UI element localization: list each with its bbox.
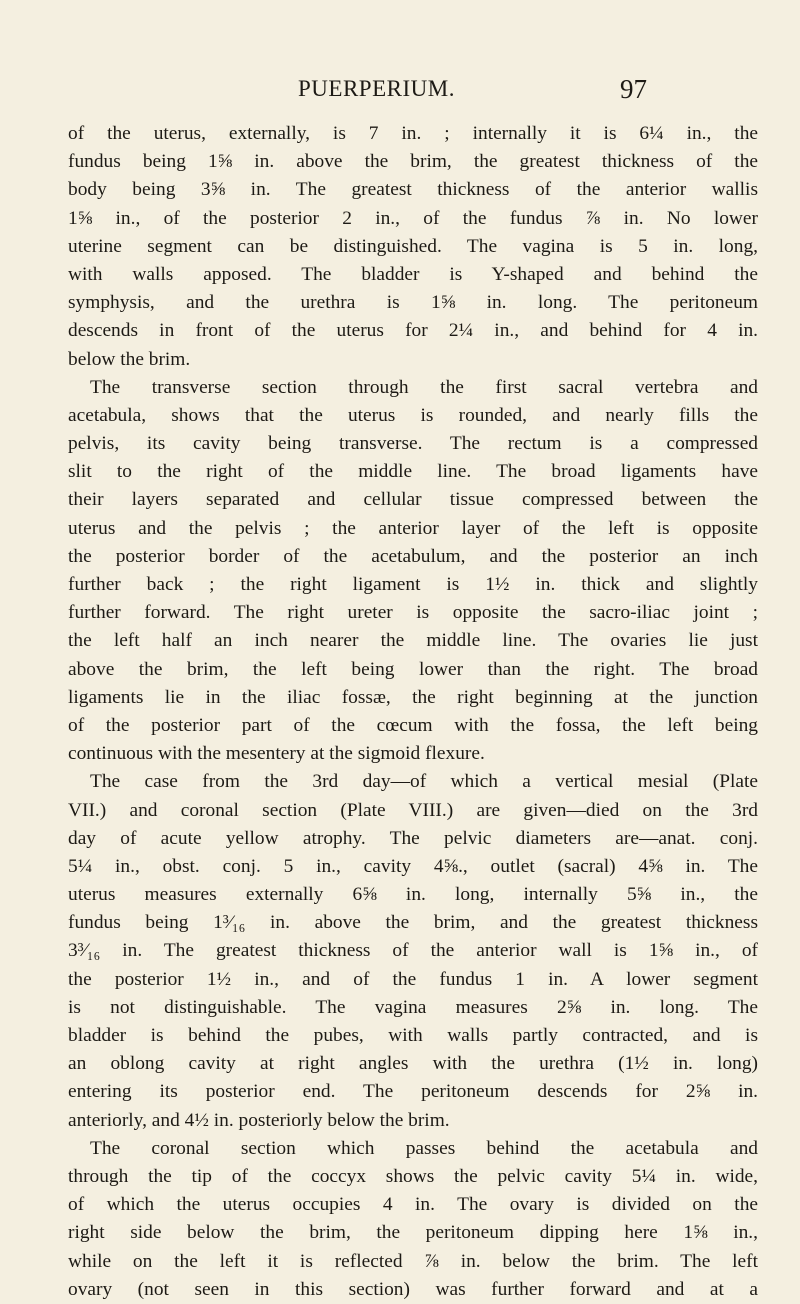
text-line: through the tip of the coccyx shows the pelvic cavity 5¼ in. wide, <box>68 1165 758 1187</box>
running-title: PUERPERIUM. <box>298 76 455 101</box>
text-line: below the brim. <box>68 348 191 370</box>
text-line: 3³⁄₁₆ in. The greatest thickness of the anterior wall is 1⅝ in., of <box>68 940 758 962</box>
page-number: 97 <box>620 74 647 104</box>
text-line: further forward. The right ureter is opposite the sacro-iliac joint ; <box>68 602 758 624</box>
text-line: descends in front of the uterus for 2¼ in., and behind for 4 in. <box>68 320 758 342</box>
text-line: day of acute yellow atrophy. The pelvic diameters are—anat. conj. <box>68 827 758 849</box>
text-line: an oblong cavity at right angles with the urethra (1½ in. long) <box>68 1053 758 1075</box>
text-line: uterine segment can be distinguished. The vagina is 5 in. long, <box>68 235 758 257</box>
text-line: their layers separated and cellular tissue compressed between the <box>68 489 758 511</box>
text-line: the left half an inch nearer the middle line. The ovaries lie just <box>68 630 758 652</box>
text-line: VII.) and coronal section (Plate VIII.) are given—died on the 3rd <box>68 799 758 821</box>
text-line: above the brim, the left being lower than the right. The broad <box>68 658 758 680</box>
text-line: continuous with the mesentery at the sigmoid flexure. <box>68 743 485 765</box>
text-line: of the posterior part of the cœcum with the fossa, the left being <box>68 714 758 736</box>
text-line: 5¼ in., obst. conj. 5 in., cavity 4⅝., outlet (sacral) 4⅝ in. The <box>68 855 758 877</box>
text-line: entering its posterior end. The peritoneum descends for 2⅝ in. <box>68 1081 758 1103</box>
text-line: slit to the right of the middle line. The broad ligaments have <box>68 461 758 483</box>
text-line: the posterior 1½ in., and of the fundus 1 in. A lower segment <box>68 968 758 990</box>
paragraph-start-line: The case from the 3rd day—of which a vertical mesial (Plate <box>90 771 758 793</box>
text-line: uterus and the pelvis ; the anterior layer of the left is opposite <box>68 517 758 539</box>
text-line: right side below the brim, the peritoneum dipping here 1⅝ in., <box>68 1222 758 1244</box>
text-line: fundus being 1⅝ in. above the brim, the greatest thickness of the <box>68 151 758 173</box>
text-line: fundus being 1³⁄₁₆ in. above the brim, and the greatest thickness <box>68 912 758 934</box>
text-line: body being 3⅝ in. The greatest thickness of the anterior wallis <box>68 179 758 201</box>
text-line: pelvis, its cavity being transverse. The rectum is a compressed <box>68 433 758 455</box>
text-line: symphysis, and the urethra is 1⅝ in. long. The peritoneum <box>68 292 758 314</box>
paragraph-start-line: The transverse section through the first sacral vertebra and <box>90 376 758 398</box>
text-line: of which the uterus occupies 4 in. The ovary is divided on the <box>68 1194 758 1216</box>
text-line: with walls apposed. The bladder is Y-shaped and behind the <box>68 263 758 285</box>
text-line: ovary (not seen in this section) was further forward and at a <box>68 1278 758 1300</box>
body-text <box>68 120 758 1304</box>
text-line: while on the left it is reflected ⅞ in. below the brim. The left <box>68 1250 758 1272</box>
text-line: anteriorly, and 4½ in. posteriorly below the brim. <box>68 1109 450 1131</box>
page-header <box>0 74 800 114</box>
text-line: bladder is behind the pubes, with walls partly contracted, and is <box>68 1025 758 1046</box>
text-line: is not distinguishable. The vagina measures 2⅝ in. long. The <box>68 996 758 1018</box>
paragraph-start-line: The coronal section which passes behind the acetabula and <box>90 1137 758 1159</box>
text-line: acetabula, shows that the uterus is rounded, and nearly fills the <box>68 404 758 426</box>
text-line: further back ; the right ligament is 1½ in. thick and slightly <box>68 574 758 595</box>
text-line: 1⅝ in., of the posterior 2 in., of the fundus ⅞ in. No lower <box>68 207 758 229</box>
text-line: of the uterus, externally, is 7 in. ; internally it is 6¼ in., the <box>68 123 758 144</box>
text-line: ligaments lie in the iliac fossæ, the right beginning at the junction <box>68 686 758 708</box>
text-line: the posterior border of the acetabulum, and the posterior an inch <box>68 545 758 567</box>
text-line: uterus measures externally 6⅝ in. long, internally 5⅝ in., the <box>68 884 758 906</box>
